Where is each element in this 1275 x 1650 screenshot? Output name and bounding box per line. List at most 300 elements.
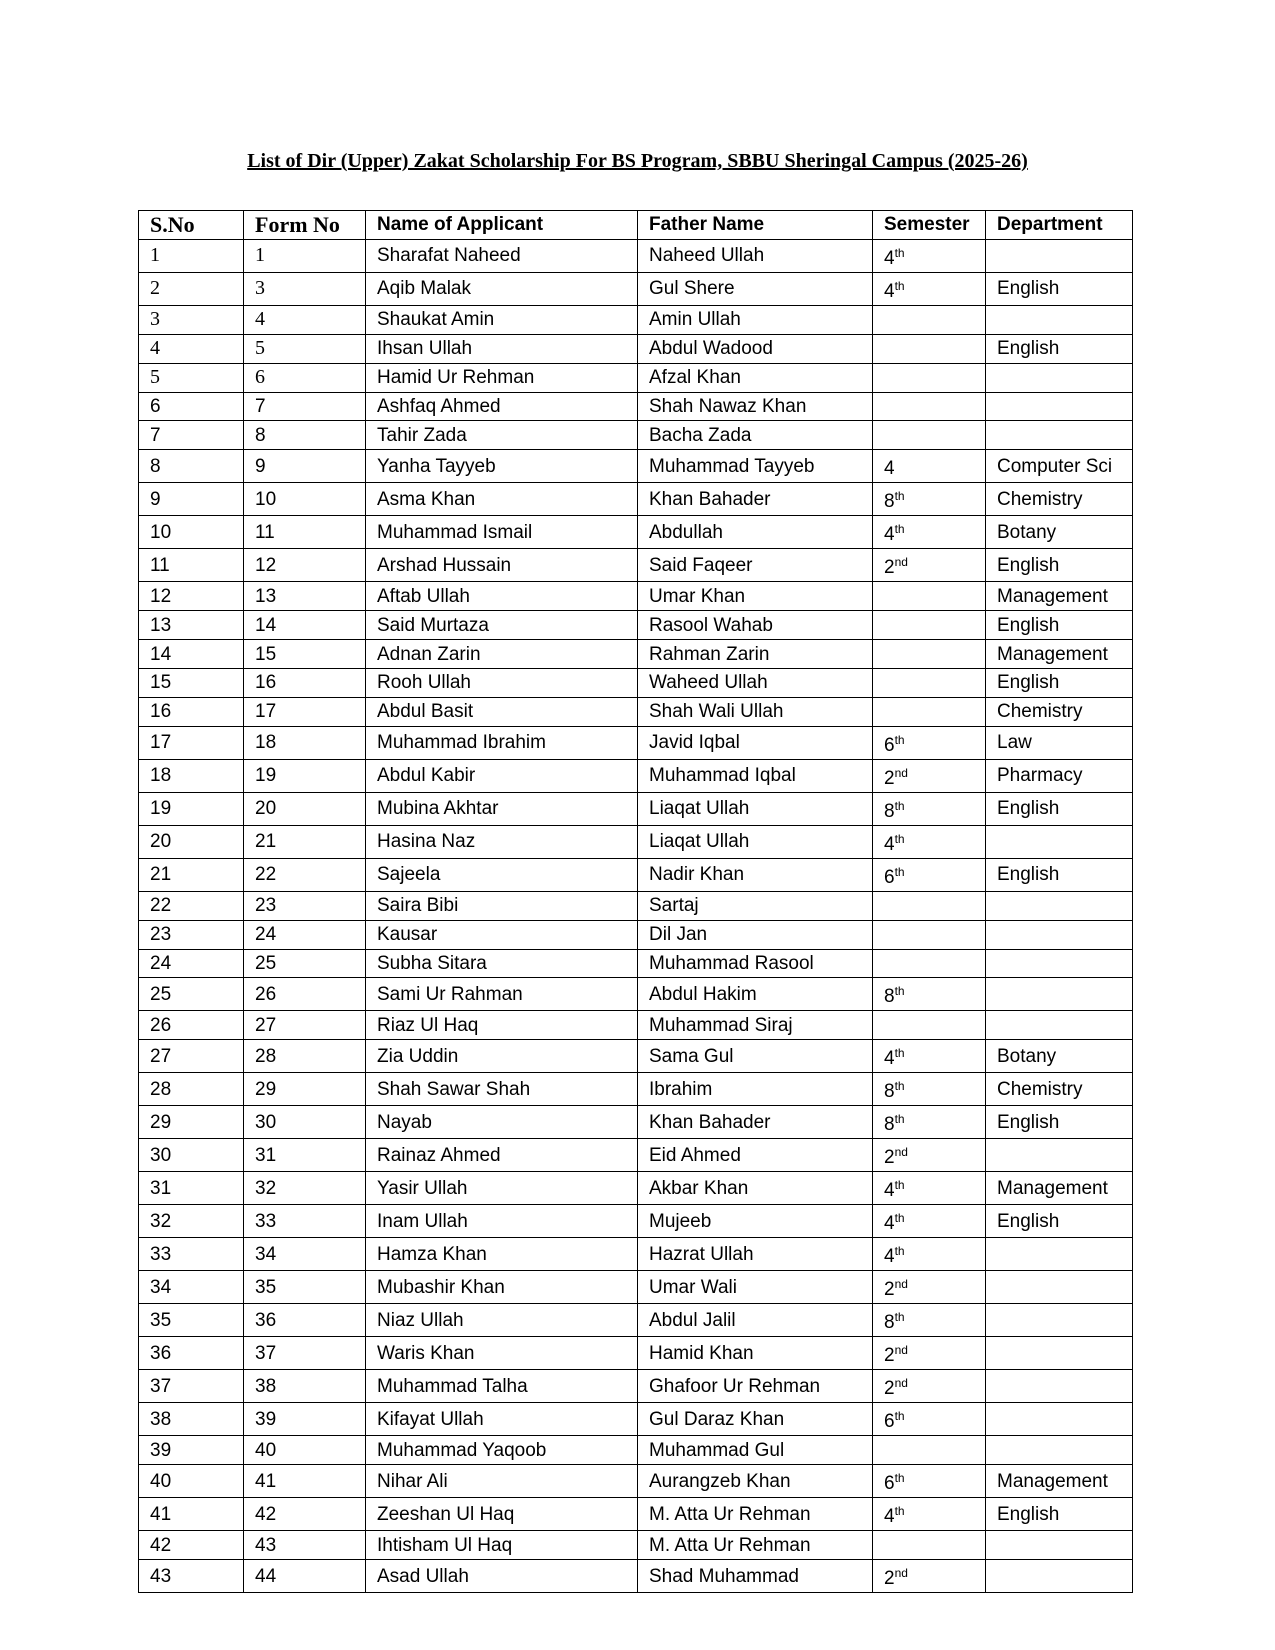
- cell-department: [986, 392, 1133, 421]
- cell-department: Chemistry: [986, 697, 1133, 726]
- cell-semester: [873, 726, 986, 759]
- cell-applicant-name: Hasina Naz: [366, 825, 638, 858]
- semester-number: 4: [884, 458, 895, 480]
- cell-semester: [873, 1370, 986, 1403]
- table-row: [139, 949, 1133, 978]
- cell-applicant-name: Hamid Ur Rehman: [366, 363, 638, 392]
- table-row: [139, 697, 1133, 726]
- cell-applicant-name: Kifayat Ullah: [366, 1403, 638, 1436]
- cell-form-no: 44: [244, 1560, 366, 1593]
- cell-sno: 27: [139, 1040, 244, 1073]
- cell-applicant-name: Rooh Ullah: [366, 669, 638, 698]
- semester-number: 8: [884, 986, 895, 1008]
- cell-father-name: Abdul Hakim: [638, 978, 873, 1011]
- cell-father-name: Abdullah: [638, 516, 873, 549]
- cell-department: Management: [986, 640, 1133, 669]
- cell-form-no: 36: [244, 1304, 366, 1337]
- cell-form-no: 39: [244, 1403, 366, 1436]
- semester-number: 4: [884, 524, 895, 546]
- cell-applicant-name: Inam Ullah: [366, 1205, 638, 1238]
- cell-applicant-name: Zia Uddin: [366, 1040, 638, 1073]
- cell-father-name: Muhammad Rasool: [638, 949, 873, 978]
- cell-sno: 6: [139, 392, 244, 421]
- cell-applicant-name: Yanha Tayyeb: [366, 450, 638, 483]
- table-row: [139, 1498, 1133, 1531]
- cell-semester: [873, 1337, 986, 1370]
- table-row: [139, 1436, 1133, 1465]
- cell-form-no: 10: [244, 483, 366, 516]
- cell-sno: 4: [139, 334, 244, 363]
- cell-semester: [873, 640, 986, 669]
- cell-sno: 26: [139, 1011, 244, 1040]
- semester-number: 2: [884, 1568, 895, 1590]
- cell-sno: 28: [139, 1073, 244, 1106]
- cell-father-name: Shah Nawaz Khan: [638, 392, 873, 421]
- semester-number: 4: [884, 1048, 895, 1070]
- cell-applicant-name: Kausar: [366, 920, 638, 949]
- header-applicant-name: Name of Applicant: [366, 211, 638, 240]
- cell-form-no: 8: [244, 421, 366, 450]
- table-header-row: [139, 211, 1133, 240]
- semester-number: 4: [884, 1180, 895, 1202]
- table-row: [139, 582, 1133, 611]
- semester-number: 4: [884, 1213, 895, 1235]
- cell-department: [986, 1436, 1133, 1465]
- cell-father-name: Sartaj: [638, 891, 873, 920]
- semester-number: 8: [884, 491, 895, 513]
- cell-semester: [873, 759, 986, 792]
- cell-department: English: [986, 669, 1133, 698]
- table-row: [139, 759, 1133, 792]
- semester-suffix: nd: [894, 1343, 908, 1358]
- semester-suffix: nd: [894, 555, 908, 570]
- cell-semester: [873, 920, 986, 949]
- cell-applicant-name: Yasir Ullah: [366, 1172, 638, 1205]
- cell-sno: 17: [139, 726, 244, 759]
- cell-semester: [873, 825, 986, 858]
- semester-number: 2: [884, 1378, 895, 1400]
- cell-department: Chemistry: [986, 483, 1133, 516]
- cell-department: English: [986, 334, 1133, 363]
- cell-applicant-name: Nayab: [366, 1106, 638, 1139]
- table-row: [139, 669, 1133, 698]
- cell-father-name: Nadir Khan: [638, 858, 873, 891]
- semester-suffix: th: [894, 522, 905, 537]
- cell-semester: [873, 891, 986, 920]
- cell-department: Botany: [986, 1040, 1133, 1073]
- cell-department: [986, 1337, 1133, 1370]
- cell-semester: [873, 1560, 986, 1593]
- cell-father-name: Shah Wali Ullah: [638, 697, 873, 726]
- cell-department: [986, 978, 1133, 1011]
- cell-department: Management: [986, 1172, 1133, 1205]
- header-department: Department: [986, 211, 1133, 240]
- cell-form-no: 33: [244, 1205, 366, 1238]
- cell-sno: 30: [139, 1139, 244, 1172]
- cell-form-no: 30: [244, 1106, 366, 1139]
- cell-father-name: Akbar Khan: [638, 1172, 873, 1205]
- table-row: [139, 392, 1133, 421]
- table-row: [139, 421, 1133, 450]
- cell-semester: [873, 516, 986, 549]
- cell-semester: [873, 1531, 986, 1560]
- cell-department: [986, 1403, 1133, 1436]
- cell-form-no: 6: [244, 363, 366, 392]
- table-row: [139, 1304, 1133, 1337]
- cell-form-no: 16: [244, 669, 366, 698]
- cell-sno: 41: [139, 1498, 244, 1531]
- semester-suffix: th: [894, 831, 905, 846]
- cell-semester: [873, 697, 986, 726]
- table-row: [139, 1172, 1133, 1205]
- table-row: [139, 858, 1133, 891]
- header-sno: S.No: [139, 211, 244, 240]
- table-row: [139, 640, 1133, 669]
- cell-father-name: Rasool Wahab: [638, 611, 873, 640]
- cell-father-name: Ibrahim: [638, 1073, 873, 1106]
- semester-suffix: th: [894, 1178, 905, 1193]
- cell-applicant-name: Arshad Hussain: [366, 549, 638, 582]
- cell-semester: [873, 1436, 986, 1465]
- cell-department: [986, 1139, 1133, 1172]
- cell-applicant-name: Nihar Ali: [366, 1465, 638, 1498]
- cell-semester: [873, 1139, 986, 1172]
- semester-number: 4: [884, 1246, 895, 1268]
- cell-sno: 11: [139, 549, 244, 582]
- cell-semester: [873, 305, 986, 334]
- cell-sno: 13: [139, 611, 244, 640]
- semester-suffix: th: [894, 1211, 905, 1226]
- cell-department: [986, 239, 1133, 272]
- table-row: [139, 891, 1133, 920]
- cell-form-no: 43: [244, 1531, 366, 1560]
- cell-form-no: 22: [244, 858, 366, 891]
- table-row: [139, 450, 1133, 483]
- cell-father-name: Gul Daraz Khan: [638, 1403, 873, 1436]
- cell-department: [986, 421, 1133, 450]
- cell-semester: [873, 549, 986, 582]
- cell-form-no: 32: [244, 1172, 366, 1205]
- table-row: [139, 1011, 1133, 1040]
- cell-applicant-name: Aftab Ullah: [366, 582, 638, 611]
- cell-semester: [873, 363, 986, 392]
- cell-form-no: 25: [244, 949, 366, 978]
- table-row: [139, 726, 1133, 759]
- semester-suffix: nd: [894, 765, 908, 780]
- cell-sno: 39: [139, 1436, 244, 1465]
- cell-form-no: 12: [244, 549, 366, 582]
- cell-sno: 24: [139, 949, 244, 978]
- cell-sno: 34: [139, 1271, 244, 1304]
- semester-number: 4: [884, 247, 895, 269]
- cell-applicant-name: Abdul Basit: [366, 697, 638, 726]
- cell-sno: 5: [139, 363, 244, 392]
- cell-sno: 20: [139, 825, 244, 858]
- semester-suffix: th: [894, 278, 905, 293]
- table-row: [139, 483, 1133, 516]
- cell-sno: 15: [139, 669, 244, 698]
- semester-suffix: th: [894, 1504, 905, 1519]
- cell-department: [986, 363, 1133, 392]
- scholarship-table: [138, 210, 1133, 1593]
- cell-semester: [873, 334, 986, 363]
- cell-sno: 29: [139, 1106, 244, 1139]
- table-row: [139, 1139, 1133, 1172]
- cell-applicant-name: Saira Bibi: [366, 891, 638, 920]
- cell-department: [986, 920, 1133, 949]
- cell-department: [986, 825, 1133, 858]
- cell-department: English: [986, 792, 1133, 825]
- cell-form-no: 29: [244, 1073, 366, 1106]
- cell-department: English: [986, 1106, 1133, 1139]
- cell-form-no: 37: [244, 1337, 366, 1370]
- cell-form-no: 28: [244, 1040, 366, 1073]
- cell-applicant-name: Asad Ullah: [366, 1560, 638, 1593]
- cell-sno: 25: [139, 978, 244, 1011]
- cell-sno: 22: [139, 891, 244, 920]
- cell-semester: [873, 1011, 986, 1040]
- cell-department: Law: [986, 726, 1133, 759]
- cell-father-name: Sama Gul: [638, 1040, 873, 1073]
- cell-applicant-name: Shah Sawar Shah: [366, 1073, 638, 1106]
- cell-sno: 21: [139, 858, 244, 891]
- cell-semester: [873, 1172, 986, 1205]
- table-row: [139, 1205, 1133, 1238]
- cell-form-no: 7: [244, 392, 366, 421]
- cell-department: Computer Sci: [986, 450, 1133, 483]
- table-row: [139, 792, 1133, 825]
- cell-department: [986, 949, 1133, 978]
- cell-semester: [873, 1465, 986, 1498]
- cell-applicant-name: Muhammad Ismail: [366, 516, 638, 549]
- table-row: [139, 549, 1133, 582]
- cell-semester: [873, 1271, 986, 1304]
- cell-applicant-name: Muhammad Yaqoob: [366, 1436, 638, 1465]
- cell-semester: [873, 450, 986, 483]
- cell-form-no: 41: [244, 1465, 366, 1498]
- cell-department: [986, 891, 1133, 920]
- table-row: [139, 1073, 1133, 1106]
- cell-department: [986, 1011, 1133, 1040]
- cell-father-name: Javid Iqbal: [638, 726, 873, 759]
- table-row: [139, 1106, 1133, 1139]
- cell-father-name: Muhammad Gul: [638, 1436, 873, 1465]
- cell-applicant-name: Ihsan Ullah: [366, 334, 638, 363]
- cell-father-name: Hamid Khan: [638, 1337, 873, 1370]
- cell-applicant-name: Niaz Ullah: [366, 1304, 638, 1337]
- cell-department: [986, 1238, 1133, 1271]
- cell-form-no: 17: [244, 697, 366, 726]
- cell-sno: 1: [139, 239, 244, 272]
- cell-applicant-name: Hamza Khan: [366, 1238, 638, 1271]
- cell-father-name: Khan Bahader: [638, 483, 873, 516]
- cell-semester: [873, 582, 986, 611]
- cell-semester: [873, 392, 986, 421]
- cell-sno: 14: [139, 640, 244, 669]
- cell-father-name: Waheed Ullah: [638, 669, 873, 698]
- cell-form-no: 21: [244, 825, 366, 858]
- cell-father-name: Amin Ullah: [638, 305, 873, 334]
- cell-father-name: Muhammad Tayyeb: [638, 450, 873, 483]
- table-row: [139, 363, 1133, 392]
- cell-semester: [873, 949, 986, 978]
- cell-department: [986, 1560, 1133, 1593]
- cell-semester: [873, 483, 986, 516]
- cell-applicant-name: Sami Ur Rahman: [366, 978, 638, 1011]
- cell-semester: [873, 792, 986, 825]
- cell-sno: 33: [139, 1238, 244, 1271]
- semester-number: 2: [884, 767, 895, 789]
- cell-form-no: 9: [244, 450, 366, 483]
- cell-applicant-name: Mubina Akhtar: [366, 792, 638, 825]
- semester-number: 6: [884, 1411, 895, 1433]
- cell-applicant-name: Adnan Zarin: [366, 640, 638, 669]
- cell-department: Botany: [986, 516, 1133, 549]
- table-body: [139, 239, 1133, 1592]
- cell-semester: [873, 1498, 986, 1531]
- cell-form-no: 24: [244, 920, 366, 949]
- cell-father-name: Hazrat Ullah: [638, 1238, 873, 1271]
- cell-department: English: [986, 611, 1133, 640]
- cell-applicant-name: Sajeela: [366, 858, 638, 891]
- semester-suffix: th: [894, 1046, 905, 1061]
- cell-father-name: Bacha Zada: [638, 421, 873, 450]
- cell-sno: 10: [139, 516, 244, 549]
- cell-father-name: Umar Wali: [638, 1271, 873, 1304]
- cell-father-name: Aurangzeb Khan: [638, 1465, 873, 1498]
- semester-suffix: nd: [894, 1145, 908, 1160]
- cell-father-name: Muhammad Iqbal: [638, 759, 873, 792]
- semester-number: 8: [884, 1114, 895, 1136]
- cell-sno: 3: [139, 305, 244, 334]
- cell-department: English: [986, 858, 1133, 891]
- cell-sno: 38: [139, 1403, 244, 1436]
- cell-father-name: Said Faqeer: [638, 549, 873, 582]
- table-row: [139, 1238, 1133, 1271]
- cell-department: English: [986, 272, 1133, 305]
- table-row: [139, 978, 1133, 1011]
- header-father-name: Father Name: [638, 211, 873, 240]
- cell-father-name: Mujeeb: [638, 1205, 873, 1238]
- cell-sno: 18: [139, 759, 244, 792]
- cell-sno: 9: [139, 483, 244, 516]
- cell-form-no: 23: [244, 891, 366, 920]
- cell-father-name: Dil Jan: [638, 920, 873, 949]
- cell-semester: [873, 1073, 986, 1106]
- cell-form-no: 42: [244, 1498, 366, 1531]
- cell-sno: 23: [139, 920, 244, 949]
- cell-semester: [873, 1040, 986, 1073]
- cell-semester: [873, 1238, 986, 1271]
- cell-applicant-name: Mubashir Khan: [366, 1271, 638, 1304]
- cell-applicant-name: Subha Sitara: [366, 949, 638, 978]
- cell-sno: 35: [139, 1304, 244, 1337]
- header-semester: Semester: [873, 211, 986, 240]
- cell-form-no: 38: [244, 1370, 366, 1403]
- cell-department: [986, 305, 1133, 334]
- cell-sno: 36: [139, 1337, 244, 1370]
- cell-father-name: Khan Bahader: [638, 1106, 873, 1139]
- cell-father-name: Shad Muhammad: [638, 1560, 873, 1593]
- cell-department: Chemistry: [986, 1073, 1133, 1106]
- cell-father-name: Eid Ahmed: [638, 1139, 873, 1172]
- cell-sno: 2: [139, 272, 244, 305]
- cell-form-no: 35: [244, 1271, 366, 1304]
- cell-sno: 40: [139, 1465, 244, 1498]
- cell-applicant-name: Said Murtaza: [366, 611, 638, 640]
- semester-number: 8: [884, 800, 895, 822]
- cell-department: [986, 1304, 1133, 1337]
- table-row: [139, 825, 1133, 858]
- semester-number: 6: [884, 1473, 895, 1495]
- semester-suffix: th: [894, 1471, 905, 1486]
- cell-department: Pharmacy: [986, 759, 1133, 792]
- cell-semester: [873, 1403, 986, 1436]
- semester-suffix: th: [894, 984, 905, 999]
- cell-form-no: 34: [244, 1238, 366, 1271]
- semester-suffix: th: [894, 1310, 905, 1325]
- table-row: [139, 239, 1133, 272]
- semester-suffix: th: [894, 1244, 905, 1259]
- cell-department: [986, 1370, 1133, 1403]
- cell-father-name: M. Atta Ur Rehman: [638, 1498, 873, 1531]
- cell-applicant-name: Asma Khan: [366, 483, 638, 516]
- cell-semester: [873, 1304, 986, 1337]
- semester-number: 8: [884, 1312, 895, 1334]
- semester-number: 8: [884, 1081, 895, 1103]
- semester-suffix: th: [894, 732, 905, 747]
- cell-sno: 42: [139, 1531, 244, 1560]
- cell-father-name: M. Atta Ur Rehman: [638, 1531, 873, 1560]
- semester-suffix: th: [894, 245, 905, 260]
- cell-father-name: Abdul Jalil: [638, 1304, 873, 1337]
- cell-semester: [873, 669, 986, 698]
- cell-semester: [873, 1205, 986, 1238]
- semester-suffix: th: [894, 864, 905, 879]
- table-row: [139, 334, 1133, 363]
- cell-applicant-name: Tahir Zada: [366, 421, 638, 450]
- table-row: [139, 1337, 1133, 1370]
- cell-father-name: Umar Khan: [638, 582, 873, 611]
- table-row: [139, 1040, 1133, 1073]
- cell-form-no: 1: [244, 239, 366, 272]
- cell-applicant-name: Muhammad Ibrahim: [366, 726, 638, 759]
- cell-department: English: [986, 549, 1133, 582]
- cell-department: English: [986, 1498, 1133, 1531]
- cell-applicant-name: Ashfaq Ahmed: [366, 392, 638, 421]
- cell-department: English: [986, 1205, 1133, 1238]
- cell-sno: 16: [139, 697, 244, 726]
- cell-department: [986, 1531, 1133, 1560]
- cell-sno: 32: [139, 1205, 244, 1238]
- cell-father-name: Naheed Ullah: [638, 239, 873, 272]
- semester-number: 4: [884, 1506, 895, 1528]
- cell-applicant-name: Aqib Malak: [366, 272, 638, 305]
- table-row: [139, 1271, 1133, 1304]
- semester-number: 4: [884, 280, 895, 302]
- cell-sno: 43: [139, 1560, 244, 1593]
- cell-form-no: 14: [244, 611, 366, 640]
- semester-suffix: th: [894, 1409, 905, 1424]
- cell-semester: [873, 239, 986, 272]
- semester-number: 2: [884, 1345, 895, 1367]
- cell-form-no: 18: [244, 726, 366, 759]
- cell-form-no: 27: [244, 1011, 366, 1040]
- cell-form-no: 13: [244, 582, 366, 611]
- cell-applicant-name: Shaukat Amin: [366, 305, 638, 334]
- table-row: [139, 516, 1133, 549]
- cell-applicant-name: Rainaz Ahmed: [366, 1139, 638, 1172]
